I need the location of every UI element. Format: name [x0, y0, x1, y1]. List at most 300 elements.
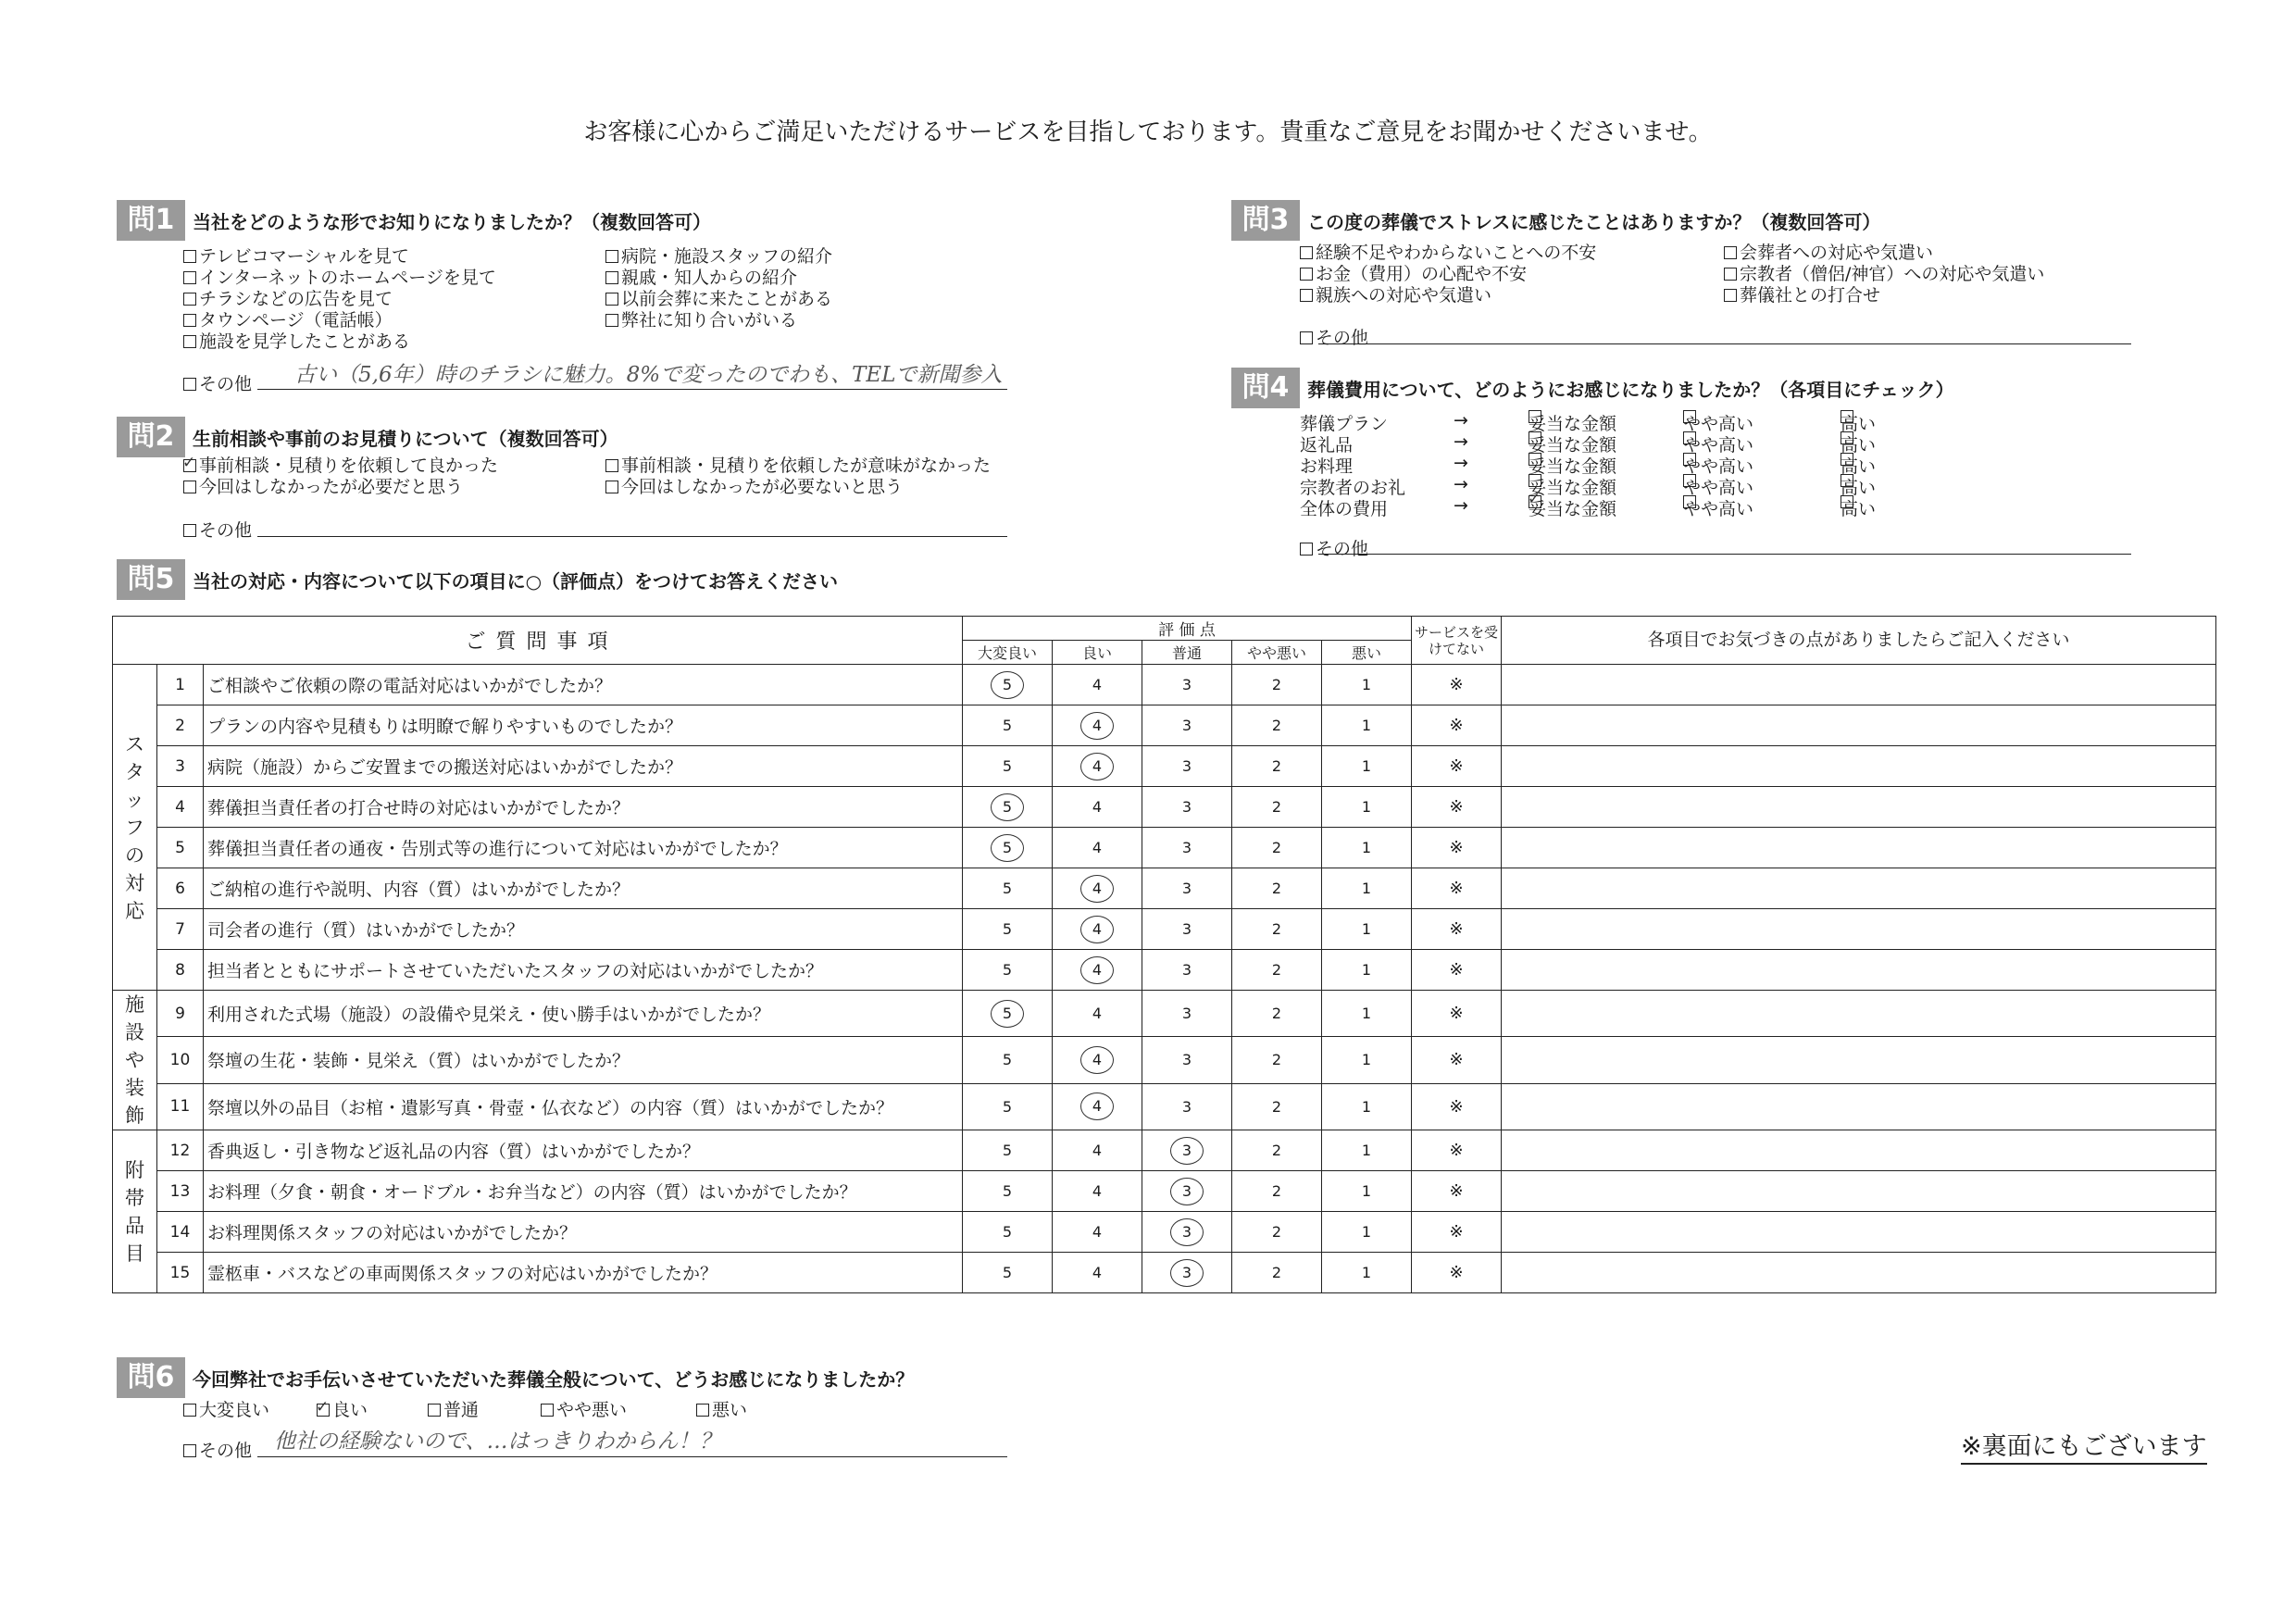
score-cell[interactable]: [963, 1037, 1053, 1083]
score-cell[interactable]: [1232, 1130, 1322, 1171]
table-row: [113, 909, 2216, 950]
score-value: 5: [1002, 1264, 1013, 1281]
selected-score-circle: 3: [1170, 1137, 1204, 1165]
q1-option[interactable]: 弊社に知り合いがいる: [605, 306, 797, 331]
score-cell[interactable]: [1232, 1212, 1322, 1253]
score-cell[interactable]: [963, 1212, 1053, 1253]
score-cell[interactable]: [963, 950, 1053, 991]
not-received-cell[interactable]: ※: [1412, 1253, 1502, 1293]
score-cell[interactable]: [1322, 746, 1412, 787]
score-cell[interactable]: [963, 828, 1053, 868]
checkbox-icon[interactable]: [1683, 474, 1696, 487]
checkbox-icon[interactable]: [605, 293, 618, 306]
not-received-cell[interactable]: ※: [1412, 1083, 1502, 1130]
score-cell[interactable]: [1322, 1130, 1412, 1171]
checkbox-icon[interactable]: [1841, 431, 1853, 444]
checkbox-icon[interactable]: [1683, 431, 1696, 444]
score-cell[interactable]: [1142, 1171, 1232, 1212]
q3-option[interactable]: 経験不足やわからないことへの不安: [1300, 239, 1596, 264]
score-value: 1: [1361, 1142, 1372, 1159]
comment-cell[interactable]: [1502, 705, 2216, 746]
q6-option[interactable]: 悪い: [696, 1396, 747, 1421]
checkbox-icon[interactable]: [605, 459, 618, 472]
category-label: [113, 991, 157, 1130]
q4-row: [1300, 431, 2133, 456]
selected-score-circle: 4: [1080, 956, 1114, 984]
table-row: [113, 787, 2216, 828]
score-value: 2: [1271, 717, 1282, 734]
score-cell[interactable]: [1232, 1171, 1322, 1212]
score-value: 3: [1181, 1051, 1192, 1069]
selected-score-circle: 5: [991, 671, 1024, 699]
not-received-cell[interactable]: ※: [1412, 1130, 1502, 1171]
checkbox-icon[interactable]: [1724, 289, 1737, 302]
score-cell[interactable]: [1053, 1171, 1142, 1212]
comment-cell[interactable]: [1502, 746, 2216, 787]
checkbox-icon[interactable]: [1300, 331, 1313, 344]
comment-cell[interactable]: [1502, 950, 2216, 991]
q4-choice[interactable]: 高い: [1841, 474, 1876, 499]
category-char: 装: [125, 1077, 144, 1099]
arrow-icon: →: [1454, 495, 1468, 516]
score-value: 4: [1092, 1182, 1103, 1200]
score-cell[interactable]: [1053, 746, 1142, 787]
q6-other-handwriting[interactable]: 他社の経験ないので、…はっきりわからん！？: [274, 1429, 721, 1454]
header-question: ご 質 問 事 項: [113, 617, 963, 665]
score-cell[interactable]: [1142, 665, 1232, 705]
score-cell[interactable]: [1322, 665, 1412, 705]
checkbox-icon[interactable]: [183, 293, 196, 306]
checkbox-icon[interactable]: [1683, 495, 1696, 508]
score-cell[interactable]: [963, 1083, 1053, 1130]
score-value: 2: [1271, 1182, 1282, 1200]
table-row: [113, 950, 2216, 991]
checkbox-icon[interactable]: [605, 250, 618, 263]
comment-cell[interactable]: [1502, 909, 2216, 950]
score-cell[interactable]: [1322, 1083, 1412, 1130]
q1-option[interactable]: 病院・施設スタッフの紹介: [605, 243, 832, 268]
q4-choice[interactable]: 妥当な金額: [1529, 431, 1616, 456]
score-cell[interactable]: [963, 746, 1053, 787]
checkbox-icon[interactable]: [696, 1404, 709, 1417]
question-text: お料理関係スタッフの対応はいかがでしたか？: [204, 1212, 963, 1253]
q1-option[interactable]: チラシなどの広告を見て: [183, 285, 393, 310]
checkbox-checked-icon[interactable]: [317, 1404, 330, 1417]
score-value: 2: [1271, 839, 1282, 856]
question-text: 香典返し・引き物など返礼品の内容（質）はいかがでしたか？: [204, 1130, 963, 1171]
score-cell[interactable]: [1053, 1130, 1142, 1171]
arrow-icon: →: [1454, 453, 1468, 473]
q1-option[interactable]: 親戚・知人からの紹介: [605, 264, 797, 289]
comment-cell[interactable]: [1502, 1037, 2216, 1083]
q4-item-label: お料理: [1300, 456, 1354, 477]
score-cell[interactable]: [1142, 909, 1232, 950]
not-received-cell[interactable]: ※: [1412, 1212, 1502, 1253]
score-value: 2: [1271, 1223, 1282, 1241]
checkbox-icon[interactable]: [1724, 246, 1737, 259]
q6-option[interactable]: やや悪い: [541, 1396, 627, 1421]
score-cell[interactable]: [1322, 1171, 1412, 1212]
score-cell[interactable]: [963, 909, 1053, 950]
score-cell[interactable]: [963, 1171, 1053, 1212]
q3-other[interactable]: その他: [1300, 324, 1368, 349]
score-cell[interactable]: [1053, 1212, 1142, 1253]
rating-body: [113, 665, 2216, 1293]
checkbox-icon[interactable]: [1529, 453, 1541, 466]
score-cell[interactable]: [1053, 950, 1142, 991]
score-value: 2: [1271, 676, 1282, 693]
not-received-cell[interactable]: ※: [1412, 1037, 1502, 1083]
question-text: 司会者の進行（質）はいかがでしたか？: [204, 909, 963, 950]
q6-option[interactable]: ✓ 良い: [317, 1396, 368, 1421]
score-cell[interactable]: [963, 991, 1053, 1037]
q4-choice[interactable]: やや高い: [1683, 495, 1753, 520]
score-cell[interactable]: [1232, 991, 1322, 1037]
question-text: 利用された式場（施設）の設備や見栄え・使い勝手はいかがでしたか？: [204, 991, 963, 1037]
row-number: 6: [157, 868, 204, 909]
q6-other-line: [257, 1456, 1007, 1457]
not-received-cell[interactable]: ※: [1412, 909, 1502, 950]
checkbox-icon[interactable]: [605, 314, 618, 327]
score-cell[interactable]: [963, 1130, 1053, 1171]
selected-score-circle: 4: [1080, 1092, 1114, 1120]
not-received-cell[interactable]: ※: [1412, 705, 1502, 746]
score-value: 2: [1271, 1051, 1282, 1069]
score-value: 2: [1271, 961, 1282, 979]
score-cell[interactable]: [1053, 991, 1142, 1037]
q4-choice[interactable]: 妥当な金額: [1529, 453, 1616, 478]
q2-other-line: [257, 536, 1007, 537]
q6-option[interactable]: 大変良い: [183, 1396, 269, 1421]
table-row: [113, 746, 2216, 787]
comment-cell[interactable]: [1502, 665, 2216, 705]
q1-other[interactable]: その他: [183, 370, 252, 395]
category-char: 施: [125, 993, 144, 1016]
score-value: 5: [1002, 920, 1013, 938]
comment-cell[interactable]: [1502, 1130, 2216, 1171]
q4-header: [1231, 368, 1954, 408]
selected-score-circle: 5: [991, 1000, 1024, 1028]
score-cell[interactable]: [1142, 746, 1232, 787]
q2-option[interactable]: 今回はしなかったが必要ないと思う: [605, 473, 903, 498]
score-cell[interactable]: [1053, 828, 1142, 868]
q1-option[interactable]: 施設を見学したことがある: [183, 328, 410, 353]
score-cell[interactable]: [963, 787, 1053, 828]
selected-score-circle: 4: [1080, 875, 1114, 903]
row-number: 10: [157, 1037, 204, 1083]
q1-option[interactable]: インターネットのホームページを見て: [183, 264, 496, 289]
score-value: 5: [1002, 1182, 1013, 1200]
q3-option[interactable]: 親族への対応や気遣い: [1300, 281, 1491, 306]
q3-header: [1231, 200, 1880, 241]
score-value: 3: [1181, 961, 1192, 979]
comment-cell[interactable]: [1502, 1253, 2216, 1293]
q4-row: [1300, 410, 2133, 434]
checkbox-icon[interactable]: [1300, 289, 1313, 302]
checkbox-icon[interactable]: [605, 271, 618, 284]
comment-cell[interactable]: [1502, 828, 2216, 868]
not-received-cell[interactable]: ※: [1412, 1171, 1502, 1212]
q1-other-line: [257, 389, 1007, 390]
score-cell[interactable]: [963, 868, 1053, 909]
q4-item-label: 返礼品: [1300, 435, 1354, 456]
score-value: 1: [1361, 717, 1372, 734]
score-cell[interactable]: [1232, 787, 1322, 828]
category-label: [113, 665, 157, 991]
checkbox-icon[interactable]: [1841, 453, 1853, 466]
score-cell[interactable]: [1322, 868, 1412, 909]
score-cell[interactable]: [1053, 1083, 1142, 1130]
checkbox-icon[interactable]: [183, 524, 196, 537]
q2-title: 生前相談や事前のお見積りについて（複数回答可）: [193, 427, 618, 450]
score-cell[interactable]: [1053, 868, 1142, 909]
question-text: 祭壇の生花・装飾・見栄え（質）はいかがでしたか？: [204, 1037, 963, 1083]
q2-option[interactable]: 今回はしなかったが必要だと思う: [183, 473, 463, 498]
checkbox-icon[interactable]: [1529, 410, 1541, 423]
score-cell[interactable]: [1232, 705, 1322, 746]
score-cell[interactable]: [1053, 1253, 1142, 1293]
q4-other-line: [1318, 554, 2131, 555]
score-cell[interactable]: [1322, 828, 1412, 868]
checkbox-icon[interactable]: [1724, 268, 1737, 281]
row-number: 3: [157, 746, 204, 787]
selected-score-circle: 5: [991, 834, 1024, 862]
checkbox-icon[interactable]: [1300, 268, 1313, 281]
score-value: 5: [1002, 1223, 1013, 1241]
checkbox-icon[interactable]: [183, 1444, 196, 1457]
score-value: 1: [1361, 1264, 1372, 1281]
score-cell[interactable]: [1322, 787, 1412, 828]
not-received-cell[interactable]: ※: [1412, 665, 1502, 705]
q2-badge: 問2: [117, 417, 185, 457]
score-cell[interactable]: [963, 1253, 1053, 1293]
comment-cell[interactable]: [1502, 1083, 2216, 1130]
score-cell[interactable]: [1322, 1037, 1412, 1083]
q4-choice[interactable]: 妥当な金額: [1529, 410, 1616, 435]
q4-choice[interactable]: やや高い: [1683, 474, 1753, 499]
comment-cell[interactable]: [1502, 1171, 2216, 1212]
question-text: 葬儀担当責任者の打合せ時の対応はいかがでしたか？: [204, 787, 963, 828]
checkbox-icon[interactable]: [1841, 474, 1853, 487]
checkbox-checked-icon[interactable]: [183, 459, 196, 472]
q1-option[interactable]: タウンページ（電話帳）: [183, 306, 393, 331]
row-number: 2: [157, 705, 204, 746]
checkbox-icon[interactable]: [183, 1404, 196, 1417]
score-value: 2: [1271, 1264, 1282, 1281]
comment-cell[interactable]: [1502, 868, 2216, 909]
rating-label: 普通: [1142, 641, 1232, 665]
row-number: 15: [157, 1253, 204, 1293]
score-value: 4: [1092, 676, 1103, 693]
checkbox-icon[interactable]: [1841, 495, 1853, 508]
score-value: 5: [1002, 717, 1013, 734]
comment-cell[interactable]: [1502, 991, 2216, 1037]
score-value: 2: [1271, 1005, 1282, 1023]
score-cell[interactable]: [1142, 1083, 1232, 1130]
q4-choice[interactable]: 高い: [1841, 453, 1876, 478]
score-cell[interactable]: [1142, 1130, 1232, 1171]
q3-option[interactable]: 宗教者（僧侶/神官）への対応や気遣い: [1724, 260, 2044, 285]
checkbox-checked-icon[interactable]: [1529, 495, 1541, 508]
score-cell[interactable]: [1232, 868, 1322, 909]
score-cell[interactable]: [1142, 1037, 1232, 1083]
q6-option[interactable]: 普通: [428, 1396, 479, 1421]
checkbox-icon[interactable]: [183, 271, 196, 284]
score-cell[interactable]: [1053, 705, 1142, 746]
score-cell[interactable]: [1322, 991, 1412, 1037]
selected-score-circle: 3: [1170, 1178, 1204, 1205]
q1-option[interactable]: テレビコマーシャルを見て: [183, 243, 409, 268]
not-received-cell[interactable]: ※: [1412, 868, 1502, 909]
score-cell[interactable]: [1232, 746, 1322, 787]
checkbox-icon[interactable]: [1529, 474, 1541, 487]
score-value: 3: [1181, 798, 1192, 816]
score-cell[interactable]: [1142, 868, 1232, 909]
table-row: [113, 705, 2216, 746]
score-cell[interactable]: [1142, 991, 1232, 1037]
table-row: [113, 1083, 2216, 1130]
checkbox-icon[interactable]: [183, 250, 196, 263]
checkbox-icon[interactable]: [1841, 410, 1853, 423]
comment-cell[interactable]: [1502, 787, 2216, 828]
score-cell[interactable]: [1322, 1212, 1412, 1253]
table-row: [113, 1130, 2216, 1171]
checkbox-icon[interactable]: [1300, 543, 1313, 556]
q4-choice[interactable]: 妥当な金額: [1529, 474, 1616, 499]
checkbox-icon[interactable]: [1683, 410, 1696, 423]
q3-title: この度の葬儀でストレスに感じたことはありますか？（複数回答可）: [1307, 210, 1881, 233]
q4-choice[interactable]: 高い: [1841, 431, 1876, 456]
q2-other[interactable]: その他: [183, 517, 252, 542]
q4-choice[interactable]: 高い: [1841, 410, 1876, 435]
score-cell[interactable]: [1142, 828, 1232, 868]
row-number: 13: [157, 1171, 204, 1212]
q3-option[interactable]: お金（費用）の心配や不安: [1300, 260, 1527, 285]
selected-score-circle: 4: [1080, 753, 1114, 780]
checkbox-icon[interactable]: [1300, 246, 1313, 259]
question-text: お料理（夕食・朝食・オードブル・お弁当など）の内容（質）はいかがでしたか？: [204, 1171, 963, 1212]
score-cell[interactable]: [1142, 1253, 1232, 1293]
score-value: 1: [1361, 1005, 1372, 1023]
score-cell[interactable]: [1232, 828, 1322, 868]
q6-badge: 問6: [117, 1357, 185, 1398]
q1-other-handwriting[interactable]: 古い（5,6年）時のチラシに魅力。8%で変ったのでわも、TELで新聞参入: [294, 363, 1003, 387]
q4-choice[interactable]: やや高い: [1683, 453, 1753, 478]
header-service: サービスを受けてない: [1412, 617, 1502, 665]
score-cell[interactable]: [1232, 1253, 1322, 1293]
comment-cell[interactable]: [1502, 1212, 2216, 1253]
score-cell[interactable]: [1232, 909, 1322, 950]
q4-choice[interactable]: やや高い: [1683, 431, 1753, 456]
score-value: 1: [1361, 1223, 1372, 1241]
score-cell[interactable]: [1232, 950, 1322, 991]
q2-option[interactable]: 事前相談・見積りを依頼したが意味がなかった: [605, 452, 991, 477]
not-received-cell[interactable]: ※: [1412, 991, 1502, 1037]
q4-title: 葬儀費用について、どのようにお感じになりましたか？（各項目にチェック）: [1307, 378, 1954, 401]
table-row: [113, 991, 2216, 1037]
checkbox-icon[interactable]: [183, 481, 196, 493]
score-cell[interactable]: [1053, 665, 1142, 705]
score-cell[interactable]: [1142, 950, 1232, 991]
checkbox-icon[interactable]: [1529, 431, 1541, 444]
score-cell[interactable]: [963, 665, 1053, 705]
not-received-cell[interactable]: ※: [1412, 746, 1502, 787]
score-value: 2: [1271, 1097, 1282, 1116]
checkbox-icon[interactable]: [183, 314, 196, 327]
score-cell[interactable]: [1142, 787, 1232, 828]
q5-header: [117, 559, 838, 600]
category-char: 品: [125, 1214, 144, 1237]
checkbox-icon[interactable]: [428, 1404, 441, 1417]
q1-title: 当社をどのような形でお知りになりましたか？（複数回答可）: [193, 210, 711, 233]
score-value: 4: [1092, 798, 1103, 816]
rating-label: 悪い: [1322, 641, 1412, 665]
score-cell[interactable]: [1142, 705, 1232, 746]
checkbox-icon[interactable]: [1683, 453, 1696, 466]
score-cell[interactable]: [1322, 950, 1412, 991]
q4-row: [1300, 474, 2133, 498]
arrow-icon: →: [1454, 410, 1468, 431]
score-cell[interactable]: [1232, 1037, 1322, 1083]
rating-table: [112, 616, 2216, 1293]
q2-option[interactable]: ✓事前相談・見積りを依頼して良かった: [183, 452, 498, 477]
checkbox-icon[interactable]: [541, 1404, 554, 1417]
score-value: 4: [1092, 839, 1103, 856]
q6-other[interactable]: その他: [183, 1437, 252, 1462]
score-cell[interactable]: [1142, 1212, 1232, 1253]
score-value: 3: [1181, 717, 1192, 734]
q3-option[interactable]: 葬儀社との打合せ: [1724, 281, 1880, 306]
q3-option[interactable]: 会葬者への対応や気遣い: [1724, 239, 1933, 264]
score-cell[interactable]: [1053, 1037, 1142, 1083]
q1-header: [117, 200, 711, 241]
q4-other[interactable]: その他: [1300, 535, 1368, 560]
not-received-cell[interactable]: ※: [1412, 787, 1502, 828]
score-cell[interactable]: [963, 705, 1053, 746]
selected-score-circle: 5: [991, 793, 1024, 821]
selected-score-circle: 4: [1080, 712, 1114, 740]
score-value: 1: [1361, 676, 1372, 693]
q4-choice[interactable]: 高い: [1841, 495, 1876, 520]
checkbox-icon[interactable]: [183, 378, 196, 391]
table-row: [113, 1171, 2216, 1212]
q4-item-label: 葬儀プラン: [1300, 414, 1389, 434]
score-cell[interactable]: [1322, 705, 1412, 746]
q4-badge: 問4: [1231, 368, 1300, 408]
score-value: 1: [1361, 1051, 1372, 1069]
score-value: 1: [1361, 839, 1372, 856]
score-value: 5: [1002, 961, 1013, 979]
q4-choice[interactable]: ✓ 妥当な金額: [1529, 495, 1616, 520]
q1-option[interactable]: 以前会葬に来たことがある: [605, 285, 832, 310]
score-cell[interactable]: [1053, 787, 1142, 828]
score-cell[interactable]: [1322, 909, 1412, 950]
q6-header: [117, 1357, 914, 1398]
row-number: 14: [157, 1212, 204, 1253]
score-cell[interactable]: [1232, 665, 1322, 705]
score-cell[interactable]: [1053, 909, 1142, 950]
checkbox-icon[interactable]: [183, 335, 196, 348]
q4-choice[interactable]: やや高い: [1683, 410, 1753, 435]
score-value: 3: [1181, 676, 1192, 693]
q5-title: 当社の対応・内容について以下の項目に○（評価点）をつけてお答えください: [193, 569, 839, 593]
score-cell[interactable]: [1322, 1253, 1412, 1293]
not-received-cell[interactable]: ※: [1412, 828, 1502, 868]
score-cell[interactable]: [1232, 1083, 1322, 1130]
table-row: [113, 1037, 2216, 1083]
checkbox-icon[interactable]: [605, 481, 618, 493]
not-received-cell[interactable]: ※: [1412, 950, 1502, 991]
